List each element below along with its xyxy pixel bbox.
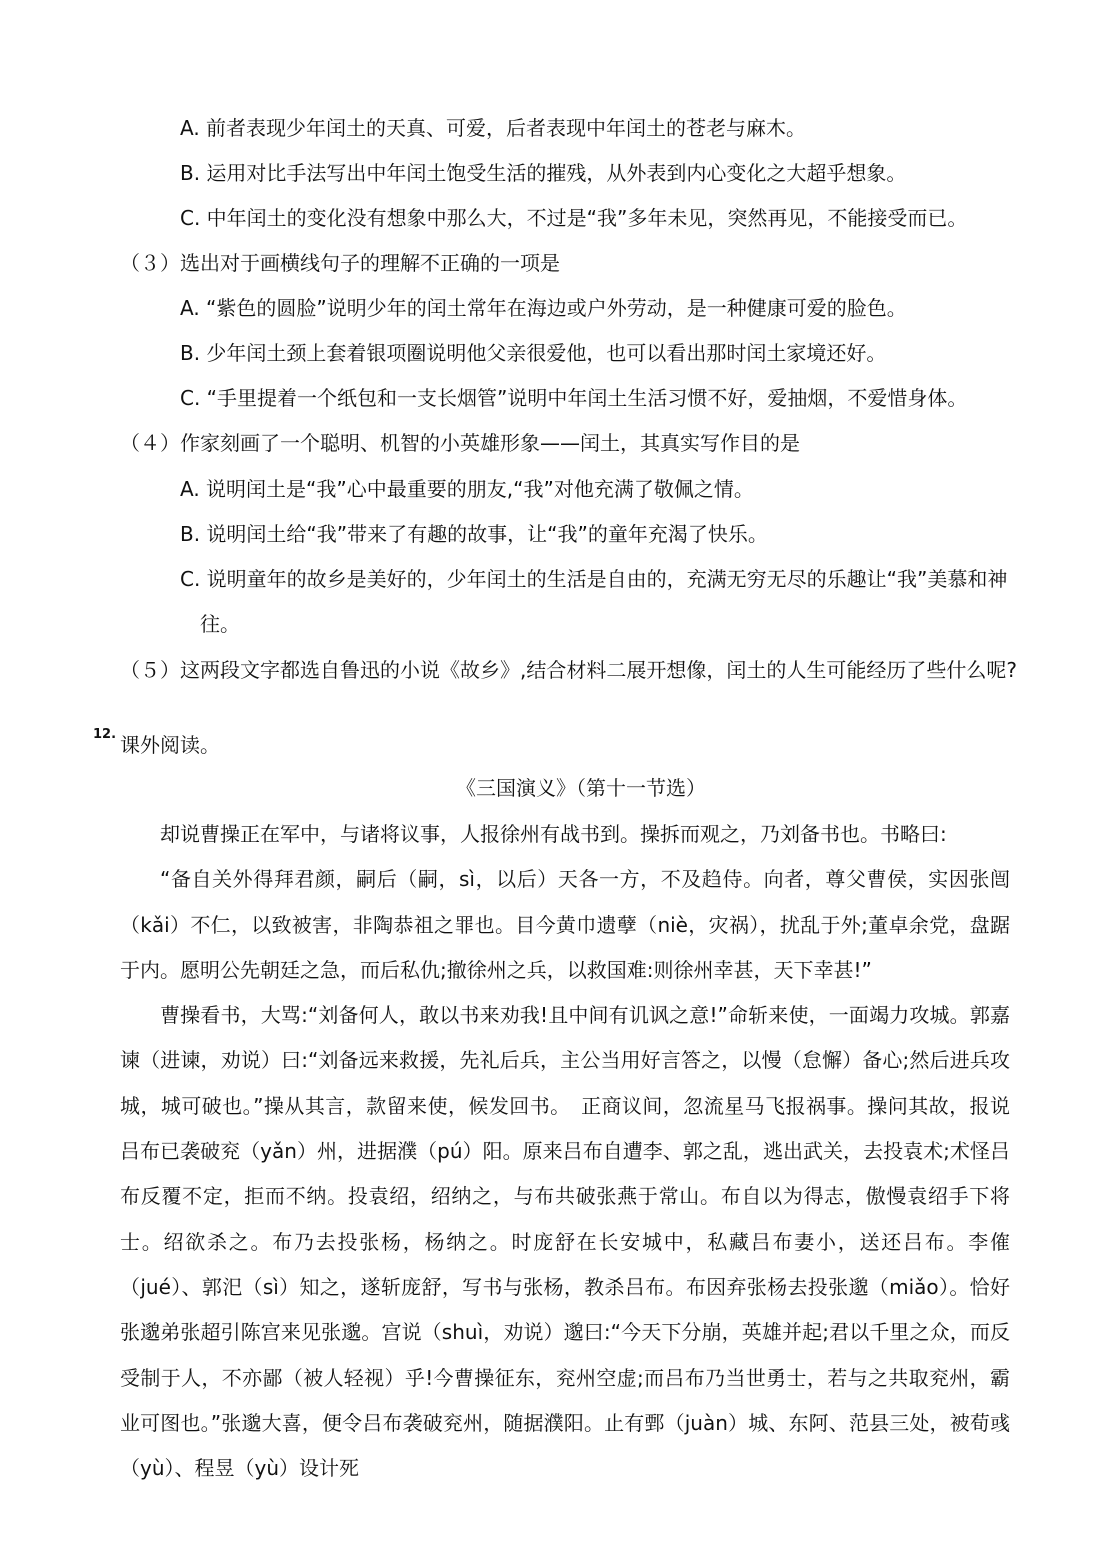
q4-option-a: A. 说明闰土是“我”心中最重要的朋友,“我”对他充满了敬佩之情。 [180, 477, 754, 501]
q3-option-b: B. 少年闰土颈上套着银项圈说明他父亲很爱他，也可以看出那时闰土家境还好。 [180, 341, 887, 365]
q12-heading: 课外阅读。 [120, 733, 220, 757]
q4-option-b: B. 说明闰土给“我”带来了有趣的故事，让“我”的童年充渴了快乐。 [180, 522, 768, 546]
q4-stem: 作家刻画了一个聪明、机智的小英雄形象——闰土，其真实写作目的是 [180, 431, 800, 455]
q4-label: （４） [120, 431, 180, 455]
passage-paragraph-2: “备自关外得拜君颜，嗣后（嗣，sì，以后）天各一方，不及趋侍。向者，尊父曹侯，实因张闿（kǎi）不仁，以致被害，非陶恭祖之罪也。目今黄巾遗孽（niè，灾祸），扰乱于外;董卓余党，盘踞于内。愿明公先朝廷之急，而后私仇;撤徐州之兵，以救国难:则徐州幸甚，天下幸甚!” [120, 867, 1010, 982]
passage-title: 《三国演义》（第十一节选） [456, 776, 706, 800]
q3-stem: 选出对于画横线句子的理解不正确的一项是 [180, 251, 560, 275]
passage-paragraph-1: 却说曹操正在军中，与诸将议事，人报徐州有战书到。操拆而观之，乃刘备书也。书略曰: [160, 822, 947, 846]
q5-stem: 这两段文字都选自鲁迅的小说《故乡》,结合材料二展开想像，闰土的人生可能经历了些什么呢? [180, 658, 1017, 682]
q11-option-c: C. 中年闰土的变化没有想象中那么大，不过是“我”多年未见，突然再见，不能接受而已。 [180, 206, 968, 230]
q4-option-c-continued: 往。 [200, 612, 240, 636]
q4-option-c: C. 说明童年的故乡是美好的，少年闰土的生活是自由的，充满无穷无尽的乐趣让“我”美慕和神 [180, 567, 1008, 591]
q3-label: （３） [120, 251, 180, 275]
q5-label: （５） [120, 658, 180, 682]
q3-option-a: A. “紫色的圆脸”说明少年的闰土常年在海边或户外劳动，是一种健康可爱的脸色。 [180, 296, 907, 320]
passage-paragraph-3: 曹操看书，大骂:“刘备何人，敢以书来劝我!且中间有讥讽之意!”命斩来使，一面竭力攻城。郭嘉谏（进谏，劝说）曰:“刘备远来救援，先礼后兵，主公当用好言答之，以慢（怠懈）备心;然后进兵攻城，城可破也。”操从其言，款留来使，候发回书。 正商议间，忽流星马飞报祸事。操问其故，报说吕布已袭破兖（yǎn）州，进据濮（pú）阳。原来吕布自遭李、郭之乱，逃出武关，去投袁术;术怪吕布反覆不定，拒而不纳。投袁绍，绍纳之，与布共破张燕于常山。布自以为得志，傲慢袁绍手下将士。绍欲杀之。布乃去投张杨，杨纳之。时庞舒在长安城中，私藏吕布妻小，送还吕布。李傕（jué）、郭汜（sì）知之，遂斩庞舒，写书与张杨，教杀吕布。布因弃张杨去投张邈（miǎo）。恰好张邈弟张超引陈宫来见张邈。宫说（shuì，劝说）邈曰:“今天下分崩，英雄并起;君以千里之众，而反受制于人，不亦鄙（被人轻视）乎!今曹操征东，兖州空虚;而吕布乃当世勇士，若与之共取兖州，霸业可图也。”张邈大喜，便令吕布袭破兖州，随据濮阳。止有鄄（juàn）城、东阿、范县三处，被荀彧（yù）、程昱（yù）设计死 [120, 1003, 1010, 1481]
q3-option-c: C. “手里提着一个纸包和一支长烟管”说明中年闰土生活习惯不好，爱抽烟，不爱惜身体。 [180, 386, 968, 410]
passage-body [120, 812, 1010, 1491]
q11-option-b: B. 运用对比手法写出中年闰土饱受生活的摧残，从外表到内心变化之大超乎想象。 [180, 161, 907, 185]
q12-number: 12. [93, 727, 117, 742]
q11-option-a: A. 前者表现少年闰土的天真、可爱，后者表现中年闰土的苍老与麻木。 [180, 116, 807, 140]
